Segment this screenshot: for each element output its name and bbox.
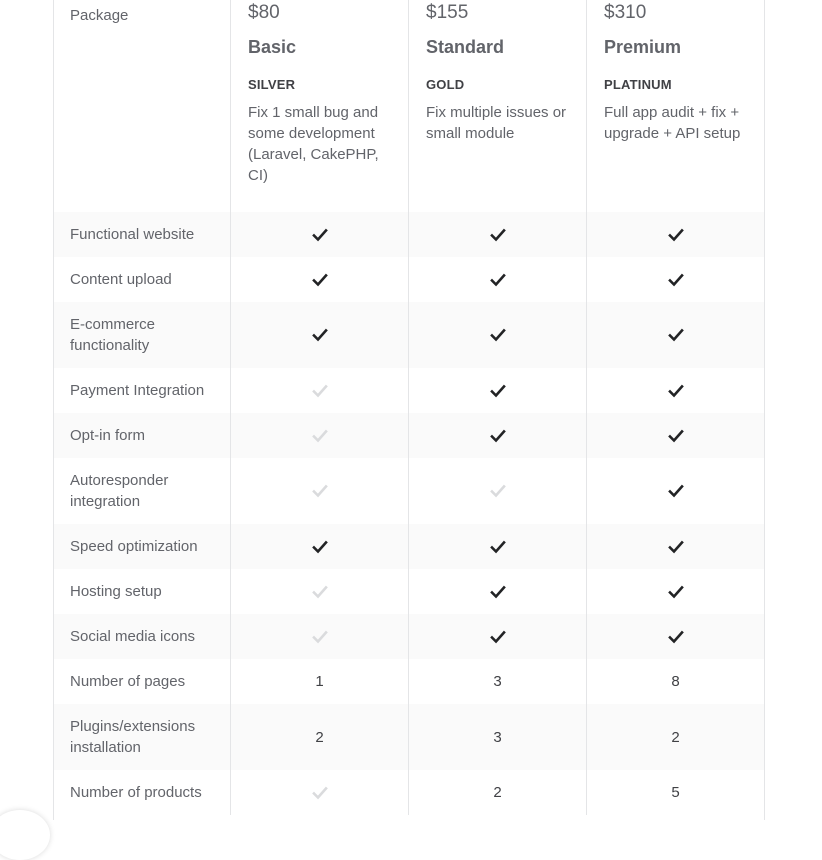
feature-not-included <box>231 368 409 413</box>
feature-row <box>54 458 764 524</box>
feature-included <box>409 413 587 458</box>
checkmark-icon <box>668 228 684 242</box>
feature-not-included <box>409 458 587 524</box>
checkmark-icon <box>490 384 506 398</box>
checkmark-icon <box>312 786 328 800</box>
feature-row <box>54 524 764 569</box>
feature-value: 8 <box>671 673 680 690</box>
package-description: Fix 1 small bug and some development (Laravel, CakePHP, CI) <box>248 104 379 184</box>
feature-label: Speed optimization <box>54 524 231 569</box>
checkmark-icon <box>668 540 684 554</box>
feature-included <box>231 257 409 302</box>
checkmark-icon <box>490 585 506 599</box>
feature-label: Functional website <box>54 212 231 257</box>
feature-included <box>231 524 409 569</box>
feature-included <box>409 524 587 569</box>
feature-included <box>587 257 764 302</box>
feature-included <box>587 413 764 458</box>
package-comparison-table <box>53 0 765 820</box>
checkmark-icon <box>312 630 328 644</box>
feature-row <box>54 302 764 368</box>
feature-included <box>409 614 587 659</box>
feature-not-included <box>231 413 409 458</box>
feature-rows <box>54 212 764 815</box>
feature-included <box>587 302 764 368</box>
feature-included <box>409 257 587 302</box>
feature-label: Autoresponder integration <box>54 458 231 524</box>
feature-included <box>587 458 764 524</box>
feature-included <box>587 368 764 413</box>
checkmark-icon <box>490 630 506 644</box>
feature-label: Payment Integration <box>54 368 231 413</box>
feature-row <box>54 614 764 659</box>
feature-label: Number of pages <box>54 659 231 704</box>
feature-row <box>54 659 764 704</box>
feature-row <box>54 770 764 815</box>
feature-value: 2 <box>671 728 680 746</box>
feature-not-included <box>231 614 409 659</box>
feature-value: 5 <box>671 784 680 801</box>
package-label: Package <box>54 0 231 212</box>
package-description: Fix multiple issues or small module <box>426 104 567 142</box>
feature-label: Plugins/extensions installation <box>54 704 231 770</box>
feature-row <box>54 368 764 413</box>
feature-label: Opt-in form <box>54 413 231 458</box>
checkmark-icon <box>312 328 328 342</box>
package-tier: SILVER <box>248 77 296 92</box>
package-price: $310 <box>604 2 647 23</box>
package-tier: PLATINUM <box>604 77 672 92</box>
feature-not-included <box>231 458 409 524</box>
feature-value: 2 <box>409 770 587 815</box>
feature-row <box>54 413 764 458</box>
checkmark-icon <box>490 228 506 242</box>
feature-value: 3 <box>409 659 587 704</box>
feature-value: 2 <box>231 704 409 770</box>
checkmark-icon <box>312 540 328 554</box>
checkmark-icon <box>668 585 684 599</box>
checkmark-icon <box>490 273 506 287</box>
feature-included <box>587 212 764 257</box>
checkmark-icon <box>312 273 328 287</box>
feature-label: E-commerce functionality <box>54 302 231 368</box>
feature-included <box>409 212 587 257</box>
package-name: Standard <box>426 37 505 57</box>
feature-value: 1 <box>231 659 409 704</box>
checkmark-icon <box>312 228 328 242</box>
checkmark-icon <box>668 384 684 398</box>
checkmark-icon <box>668 429 684 443</box>
feature-label: Number of products <box>54 770 231 815</box>
feature-included <box>231 302 409 368</box>
feature-row <box>54 569 764 614</box>
feature-label: Hosting setup <box>54 569 231 614</box>
feature-label: Content upload <box>54 257 231 302</box>
checkmark-icon <box>668 273 684 287</box>
checkmark-icon <box>312 484 328 498</box>
feature-included <box>587 614 764 659</box>
feature-row <box>54 212 764 257</box>
package-description: Full app audit + fix + upgrade + API setup <box>604 104 741 142</box>
feature-label: Social media icons <box>54 614 231 659</box>
package-name: Basic <box>248 37 297 57</box>
package-column-premium[interactable] <box>587 0 764 212</box>
feature-included <box>409 368 587 413</box>
feature-row <box>54 257 764 302</box>
feature-included <box>587 569 764 614</box>
feature-not-included <box>231 770 409 815</box>
feature-included <box>587 524 764 569</box>
feature-included <box>231 212 409 257</box>
package-header-row <box>54 0 764 212</box>
feature-not-included <box>231 569 409 614</box>
feature-row <box>54 704 764 770</box>
package-name: Premium <box>604 37 682 57</box>
checkmark-icon <box>312 585 328 599</box>
package-column-basic[interactable] <box>231 0 409 212</box>
checkmark-icon <box>668 328 684 342</box>
checkmark-icon <box>490 484 506 498</box>
feature-value: 3 <box>409 704 587 770</box>
checkmark-icon <box>312 384 328 398</box>
package-price: $155 <box>426 2 469 23</box>
feature-included <box>409 302 587 368</box>
checkmark-icon <box>312 429 328 443</box>
checkmark-icon <box>490 540 506 554</box>
checkmark-icon <box>490 429 506 443</box>
checkmark-icon <box>490 328 506 342</box>
checkmark-icon <box>668 630 684 644</box>
feature-included <box>409 569 587 614</box>
package-column-standard[interactable] <box>409 0 587 212</box>
chat-bubble-corner[interactable] <box>0 810 50 860</box>
package-tier: GOLD <box>426 77 465 92</box>
package-price: $80 <box>248 2 280 23</box>
checkmark-icon <box>668 484 684 498</box>
